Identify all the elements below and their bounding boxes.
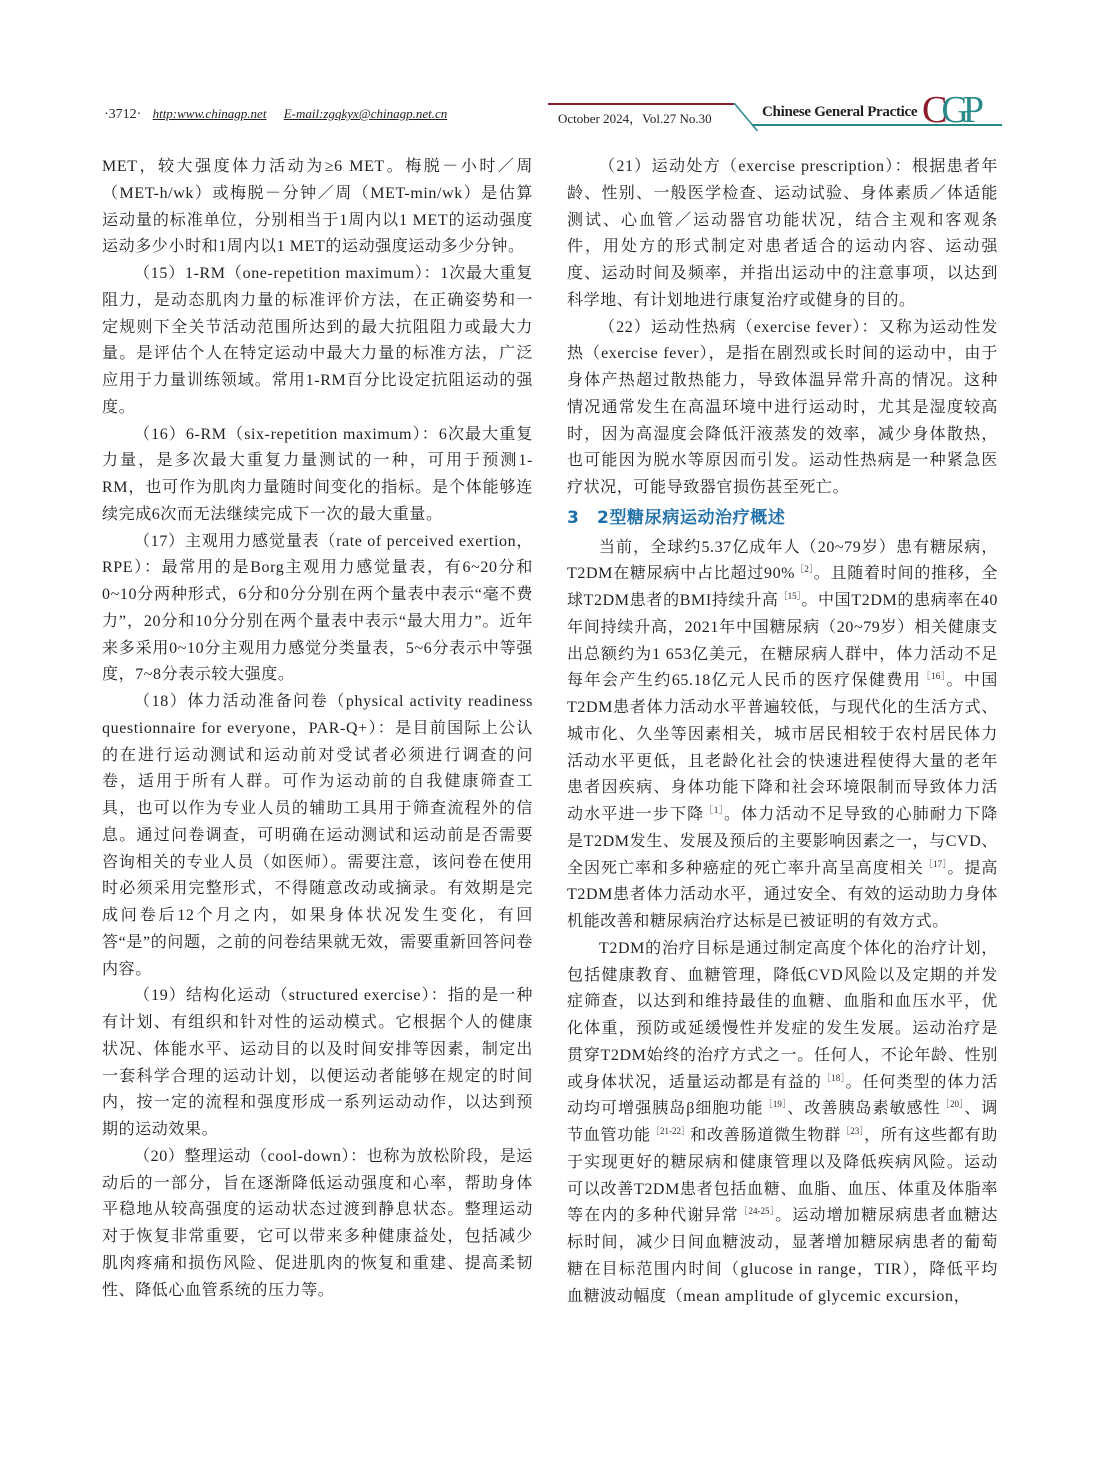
paragraph-text: （18）体力活动准备问卷（physical activity readiness questionnaire for everyone，PAR-Q+）：是目前国际上公认的在进行运动测试和运动前对受试者必须进行调查的问卷，适用于所有人群。可作为运动前的自我健康筛查工具，也可以作为专业人员的辅助工具用于筛查流程外的信息。通过问卷调查，可明确在运动测试和运动前是否需要咨询相关的专业人员（如医师）。需要注意，该问卷在使用时必须采用完整形式，不得随意改动或摘录。有效期是完成问卷后12个月之内，如果身体状况发生变化，有回答“是”的问题，之前的问卷结果就无效，需要重新回答问卷内容。 — [102, 693, 533, 978]
citation-ref[interactable]: ［19］ — [763, 1099, 788, 1110]
paragraph-text: MET，较大强度体力活动为≥6 MET。梅脱－小时／周（MET-h/wk）或梅脱－分钟／周（MET-min/wk）是估算运动量的标准单位，分别相当于1周内以1 MET的运动强度运动多少小时和1周内以1 MET的运动强度运动多少分钟。 — [102, 158, 533, 256]
paragraph-text: 和改善肠道微生物群 — [690, 1127, 842, 1144]
paragraph — [567, 535, 998, 936]
citation-ref[interactable]: ［18］ — [821, 1072, 846, 1083]
paragraph-text: 。体力活动不足导致的心肺耐力下降是T2DM发生、发展及预后的主要影响因素之一，与CVD、全因死亡率和多种癌症的死亡率升高呈高度相关 — [567, 806, 998, 877]
paragraph-text: 。中国T2DM患者体力活动水平普遍较低，与现代化的生活方式、城市化、久坐等因素相关，城市居民相较于农村居民体力活动水平更低，且老龄化社会的快速进程使得大量的老年患者因疾病、身体功能下降和社会环境限制而导致体力活动水平进一步下降 — [567, 672, 998, 823]
logo-letter-p: P — [962, 89, 978, 131]
logo-letter-c: C — [922, 89, 942, 131]
paragraph-text: （15）1-RM（one-repetition maximum）：1次最大重复阻力，是动态肌肉力量的标准评价方法，在正确姿势和一定规则下全关节活动范围所达到的最大抗阻阻力或最大力量。是评估个人在特定运动中最大力量的标准方法，广泛应用于力量训练领域。常用1-RM百分比设定抗阻运动的强度。 — [102, 265, 533, 416]
paragraph — [102, 983, 533, 1144]
paragraph — [102, 154, 533, 261]
definitions-continued — [567, 154, 998, 502]
page-number: ·3712· — [104, 107, 142, 122]
journal-name: Chinese General Practice — [762, 104, 918, 120]
header-left — [104, 106, 447, 123]
header-red-rule — [548, 103, 734, 105]
citation-ref[interactable]: ［17］ — [923, 858, 948, 869]
section-heading: 3 2型糖尿病运动治疗概述 — [567, 507, 786, 528]
paragraph-text: 。运动增加糖尿病患者血糖达标时间，减少日间血糖波动，显著增加糖尿病患者的葡萄糖在目标范围内时间（glucose in range，TIR），降低平均血糖波动幅度（mean amplitude of glycemic excursion， — [567, 1207, 998, 1305]
header-diagonal-rule — [733, 103, 758, 131]
paragraph-text: （19）结构化运动（structured exercise）：指的是一种有计划、有组织和针对性的运动模式。它根据个人的健康状况、体能水平、运动目的以及时间安排等因素，制定出一套科学合理的运动计划，以便运动者能够在规定的时间内，按一定的流程和强度形成一系列运动动作，以达到预期的运动效果。 — [102, 987, 533, 1138]
citation-ref[interactable]: ［15］ — [778, 591, 802, 601]
paragraph — [102, 422, 533, 529]
paragraph — [102, 261, 533, 422]
paragraph-text: 。提高T2DM患者体力活动水平，通过安全、有效的运动助力身体机能改善和糖尿病治疗达标是已被证明的有效方式。 — [567, 859, 998, 930]
paragraph — [567, 154, 998, 315]
right-column — [567, 154, 998, 1310]
paragraph-text: 、改善胰岛素敏感性 — [787, 1100, 941, 1118]
section-body — [567, 535, 998, 1311]
left-column — [102, 154, 533, 1304]
paragraph-text: 当前，全球约5.37亿成年人（20~79岁）患有糖尿病，T2DM在糖尿病中占比超过90% — [567, 538, 998, 583]
paragraph — [102, 689, 533, 983]
paragraph-text: （17）主观用力感觉量表（rate of perceived exertion，RPE）：最常用的是Borg主观用力感觉量表，有6~20分和0~10分两种形式，6分和0分分别在两个量表中表示“毫不费力”，20分和10分分别在两个量表中表示“最大用力”。近年来多采用0~10分主观用力感觉分类量表，5~6分表示中等强度，7~8分表示较大强度。 — [102, 532, 533, 684]
citation-ref[interactable]: ［20］ — [940, 1099, 965, 1110]
logo-letter-g: G — [941, 89, 963, 131]
citation-ref[interactable]: ［23］ — [841, 1126, 865, 1136]
issue-info: October 2024，Vol.27 No.30 — [558, 111, 712, 126]
paragraph — [567, 315, 998, 502]
citation-ref[interactable]: ［1］ — [704, 805, 724, 815]
paragraph-text: （20）整理运动（cool-down）：也称为放松阶段，是运动后的一部分，旨在逐渐降低运动强度和心率，帮助身体平稳地从较高强度的运动状态过渡到静息状态。整理运动对于恢复非常重要，它可以带来多种健康益处，包括减少肌肉疼痛和损伤风险、促进肌肉的恢复和重建、提高柔韧性、降低心血管系统的压力等。 — [102, 1147, 533, 1299]
paragraph — [567, 936, 998, 1311]
citation-ref[interactable]: ［24-25］ — [738, 1206, 776, 1217]
journal-url-link[interactable]: http:www.chinagp.net — [152, 106, 267, 121]
paragraph-text: ，所有这些都有助于实现更好的糖尿病和健康管理以及降低疾病风险。运动可以改善T2DM患者包括血糖、血脂、血压、体重及体脂率等在内的多种代谢异常 — [567, 1127, 998, 1225]
paragraph-text: 。中国T2DM的患病率在40年间持续升高，2021年中国糖尿病（20~79岁）相关健康支出总额约为1 653亿美元，在糖尿病人群中，体力活动不足每年会产生约65.18亿元人民币的医疗保健费用 — [567, 592, 998, 690]
paragraph-text: 。任何类型的体力活动均可增强胰岛β细胞功能 — [567, 1073, 998, 1118]
paragraph-text: 。且随着时间的推移，全球T2DM患者的BMI持续升高 — [567, 565, 998, 609]
paragraph — [102, 1144, 533, 1305]
paragraph-text: T2DM的治疗目标是通过制定高度个体化的治疗计划，包括健康教育、血糖管理，降低CVD风险以及定期的并发症筛查，以达到和维持最佳的血糖、血脂和血压水平，优化体重，预防或延缓慢性并发症的发生发展。运动治疗是贯穿T2DM始终的治疗方式之一。任何人，不论年龄、性别或身体状况，适量运动都是有益的 — [567, 939, 998, 1091]
journal-logo — [922, 88, 978, 132]
paragraph-text: （21）运动处方（exercise prescription）：根据患者年龄、性别、一般医学检查、运动试验、身体素质／体适能测试、心血管／运动器官功能状况，结合主观和客观条件，用处方的形式制定对患者适合的运动内容、运动强度、运动时间及频率，并指出运动中的注意事项，以达到科学地、有计划地进行康复治疗或健身的目的。 — [567, 158, 998, 309]
paragraph-text: （22）运动性热病（exercise fever）：又称为运动性发热（exercise fever），是指在剧烈或长时间的运动中，由于身体产热超过散热能力，导致体温异常升高的情况。这种情况通常发生在高温环境中进行运动时，尤其是湿度较高时，因为高湿度会降低汗液蒸发的效率，减少身体散热，也可能因为脱水等原因而引发。运动性热病是一种紧急医疗状况，可能导致器官损伤甚至死亡。 — [567, 318, 998, 496]
journal-email-link[interactable]: E-mail:zgqkyx@chinagp.net.cn — [283, 106, 448, 121]
citation-ref[interactable]: ［21-22］ — [650, 1126, 691, 1136]
paragraph — [102, 529, 533, 690]
paragraph-text: （16）6-RM（six-repetition maximum）：6次最大重复力量，是多次最大重复力量测试的一种，可用于预测1-RM，也可作为肌肉力量随时间变化的指标。是个体能够连续完成6次而无法继续完成下一次的最大重量。 — [102, 425, 533, 523]
citation-ref[interactable]: ［16］ — [921, 671, 947, 682]
paragraph-text: 、调节血管功能 — [567, 1100, 998, 1144]
citation-ref[interactable]: ［2］ — [795, 564, 814, 575]
